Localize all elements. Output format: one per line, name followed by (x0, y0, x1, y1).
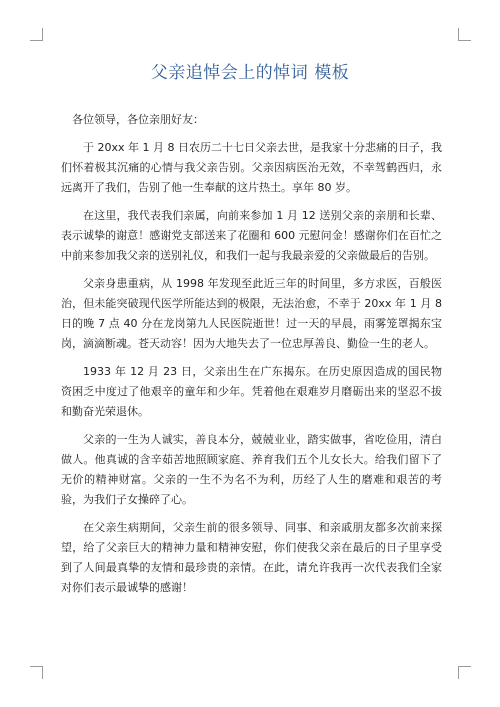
paragraph: 父亲的一生为人诚实，善良本分，兢兢业业，踏实做事，省吃俭用，清白做人。他真诚的含辛茹苦地照顾家庭、养育我们五个儿女长大。给我们留下了无价的精神财富。父亲的一生不为名不为利，历经了人生的磨难和艰苦的考验，为我们子女操碎了心。 (61, 433, 442, 506)
paragraph: 在父亲生病期间，父亲生前的很多领导、同事、和亲戚朋友都多次前来探望，给了父亲巨大的精神力量和精神安慰，你们使我父亲在最后的日子里享受到了人间最真挚的友情和最珍贵的亲情。在此，请允许我再一次代表我们全家对你们表示最诚挚的感谢！ (61, 521, 442, 594)
crop-mark-bottom-right (458, 666, 471, 679)
paragraph: 于 20xx 年 1 月 8 日农历二十七日父亲去世，是我家十分悲痛的日子，我们怀着极其沉痛的心情与我父亲告别。父亲因病医治无效，不幸驾鹤西归，永远离开了我们，告别了他一生奉献的这片热土。享年 80 岁。 (61, 141, 442, 194)
document-title: 父亲追悼会上的悼词 模板 (150, 63, 350, 83)
document-body (61, 110, 442, 606)
crop-mark-top-right (458, 28, 471, 41)
greeting: 各位领导，各位亲朋好友： (72, 113, 204, 126)
paragraph: 在这里，我代表我们亲属，向前来参加 1 月 12 送别父亲的亲朋和长辈、表示诚挚的谢意！感谢党支部送来了花圈和 600 元慰问金！感谢你们在百忙之中前来参加我父亲的送别礼仪，和我们一起与我最亲爱的父亲做最后的告别。 (61, 209, 442, 262)
crop-mark-bottom-left (30, 666, 43, 679)
paragraph: 1933 年 12 月 23 日，父亲出生在广东揭东。在历史原因造成的国民物资困乏中度过了他艰辛的童年和少年。凭着他在艰难岁月磨砺出来的坚忍不拔和勤奋光荣退休。 (61, 365, 442, 418)
paragraph: 父亲身患重病，从 1998 年发现至此近三年的时间里，多方求医，百般医治，但未能突破现代医学所能达到的极限，无法治愈，不幸于 20xx 年 1 月 8 日的晚 7 点 40 分在龙岗第九人民医院逝世！过一天的早晨，雨雾笼罩揭东宝岗，滴滴断魂。苍天动容！因为大地失去了一位忠厚善良、勤俭一生的老人。 (61, 277, 442, 350)
crop-mark-top-left (30, 28, 43, 41)
